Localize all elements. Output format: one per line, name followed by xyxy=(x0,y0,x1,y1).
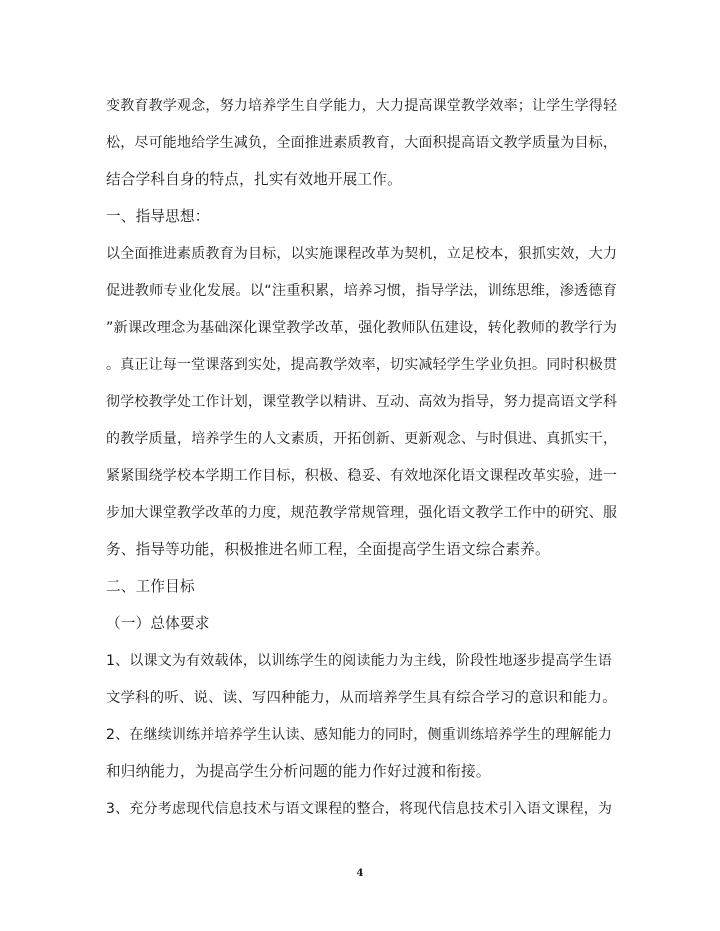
text-line: 结合学科自身的特点，扎实有效地开展工作。 xyxy=(106,171,402,188)
text-line: 和归纳能力，为提高学生分析问题的能力作好过渡和衔接。 xyxy=(106,763,491,780)
text-line: 促进教师专业化发展。以“注重积累，培养习惯，指导学法，训练思维，渗透德育 xyxy=(106,283,618,299)
text-line: 紧紧围绕学校本学期工作目标，积极、稳妥、有效地深化语文课程改革实验，进一 xyxy=(106,468,618,484)
text-line: 变教育教学观念，努力培养学生自学能力，大力提高课堂教学效率；让学生学得轻 xyxy=(106,98,618,114)
text-line: 文学科的听、说、读、写四种能力，从而培养学生具有综合学习的意识和能力。 xyxy=(106,690,617,706)
text-line: ”新课改理念为基础深化课堂教学改革，强化教师队伍建设，转化教师的教学行为 xyxy=(106,320,618,336)
subsection-heading: （一）总体要求 xyxy=(106,615,210,632)
text-line: 松，尽可能地给学生减负，全面推进素质教育，大面积提高语文教学质量为目标， xyxy=(106,135,618,151)
text-line: 步加大课堂教学改革的力度，规范教学常规管理，强化语文教学工作中的研究、服 xyxy=(106,505,618,521)
text-line: 2、在继续训练并培养学生认读、感知能力的同时，侧重训练培养学生的理解能力 xyxy=(106,727,613,743)
text-line: 务、指导等功能，积极推进名师工程，全面提高学生语文综合素养。 xyxy=(106,541,550,558)
page-number: 4 xyxy=(356,868,364,879)
text-line: 3、充分考虑现代信息技术与语文课程的整合，将现代信息技术引入语文课程，为 xyxy=(106,801,613,817)
text-line: 以全面推进素质教育为目标，以实施课程改革为契机，立足校本，狠抓实效，大力 xyxy=(106,246,618,262)
text-line: 1、以课文为有效载体，以训练学生的阅读能力为主线，阶段性地逐步提高学生语 xyxy=(106,653,613,669)
text-line: 的教学质量，培养学生的人文素质，开拓创新、更新观念、与时俱进、真抓实干， xyxy=(106,431,618,447)
section-heading: 一、指导思想： xyxy=(106,208,210,225)
text-line: 彻学校教学处工作计划，课堂教学以精讲、互动、高效为指导，努力提高语文学科 xyxy=(106,394,618,410)
text-line: 。真正让每一堂课落到实处，提高教学效率，切实减轻学生学业负担。同时积极贯 xyxy=(106,357,618,373)
section-heading: 二、工作目标 xyxy=(106,578,195,595)
